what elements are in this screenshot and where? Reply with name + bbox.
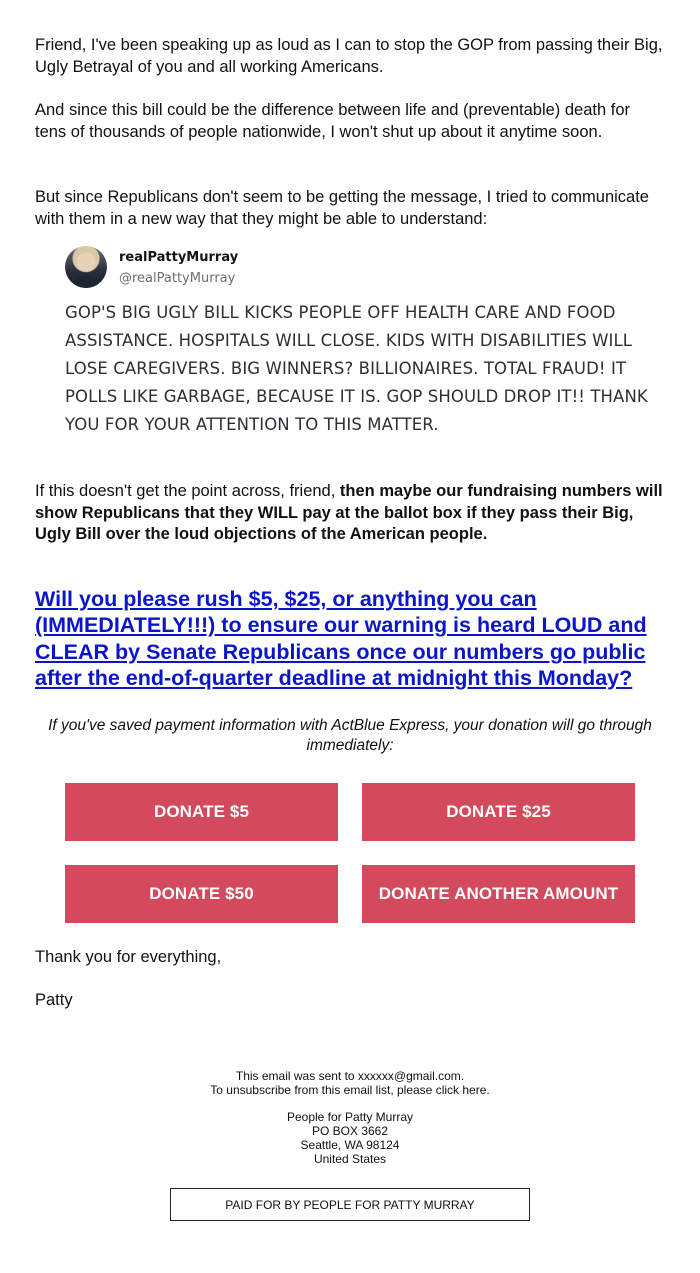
closing-line: Thank you for everything, xyxy=(35,948,222,966)
paragraph-intro: Friend, I've been speaking up as loud as I can to stop the GOP from passing their Big, Ugly Betrayal of you and all working Americans. xyxy=(35,36,663,76)
donate-another-amount-button[interactable]: DONATE ANOTHER AMOUNT xyxy=(362,865,635,923)
paragraph-fundraising xyxy=(35,481,665,546)
po-box: PO BOX 3662 xyxy=(311,1124,389,1138)
signature: Patty xyxy=(35,991,73,1009)
city-state-zip: Seattle, WA 98124 xyxy=(300,1138,400,1152)
paragraph-new-way: But since Republicans don't seem to be getting the message, I tried to communicate with them in a new way that they might be able to understand: xyxy=(35,188,649,228)
tweet-handle: @realPattyMurray xyxy=(119,271,236,286)
tweet-display-name: realPattyMurray xyxy=(119,250,239,265)
paragraph-fundraising-bold: then maybe our fundraising numbers will show Republicans that they WILL pay at the ballot box if they pass their Big, Ugly Bill over the loud objections of the American people. xyxy=(35,482,663,543)
donate-25-button[interactable]: DONATE $25 xyxy=(362,783,635,841)
mailing-address xyxy=(0,1110,700,1166)
country: United States xyxy=(313,1152,387,1166)
avatar xyxy=(65,246,107,288)
actblue-express-note: If you've saved payment information with ActBlue Express, your donation will go through immediately: xyxy=(48,717,652,754)
donate-5-button[interactable]: DONATE $5 xyxy=(65,783,338,841)
paragraph-fundraising-plain: If this doesn't get the point across, friend, xyxy=(35,482,340,500)
paid-for-disclaimer: PAID FOR BY PEOPLE FOR PATTY MURRAY xyxy=(170,1188,530,1221)
org-name: People for Patty Murray xyxy=(286,1110,414,1124)
email-footer xyxy=(0,1069,700,1166)
sent-to-text: This email was sent to xxxxxx@gmail.com. xyxy=(235,1069,465,1083)
donate-cta-link[interactable]: Will you please rush $5, $25, or anything you can (IMMEDIATELY!!!) to ensure our warning is heard LOUD and CLEAR by Senate Republicans once our numbers go public after the end-of-quarter deadline at midnight this Monday? xyxy=(35,587,647,690)
paragraph-bill-impact: And since this bill could be the difference between life and (preventable) death for tens of thousands of people nationwide, I won't shut up about it anytime soon. xyxy=(35,101,630,141)
unsubscribe-link[interactable]: To unsubscribe from this email list, please click here. xyxy=(210,1083,490,1097)
donate-50-button[interactable]: DONATE $50 xyxy=(65,865,338,923)
tweet-text: GOP'S BIG UGLY BILL KICKS PEOPLE OFF HEALTH CARE AND FOOD ASSISTANCE. HOSPITALS WILL CLOSE. KIDS WITH DISABILITIES WILL LOSE CAREGIVERS. BIG WINNERS? BILLIONAIRES. TOTAL FRAUD! IT POLLS LIKE GARBAGE, BECAUSE IT IS. GOP SHOULD DROP IT!! THANK YOU FOR YOUR ATTENTION TO THIS MATTER. xyxy=(65,303,648,434)
